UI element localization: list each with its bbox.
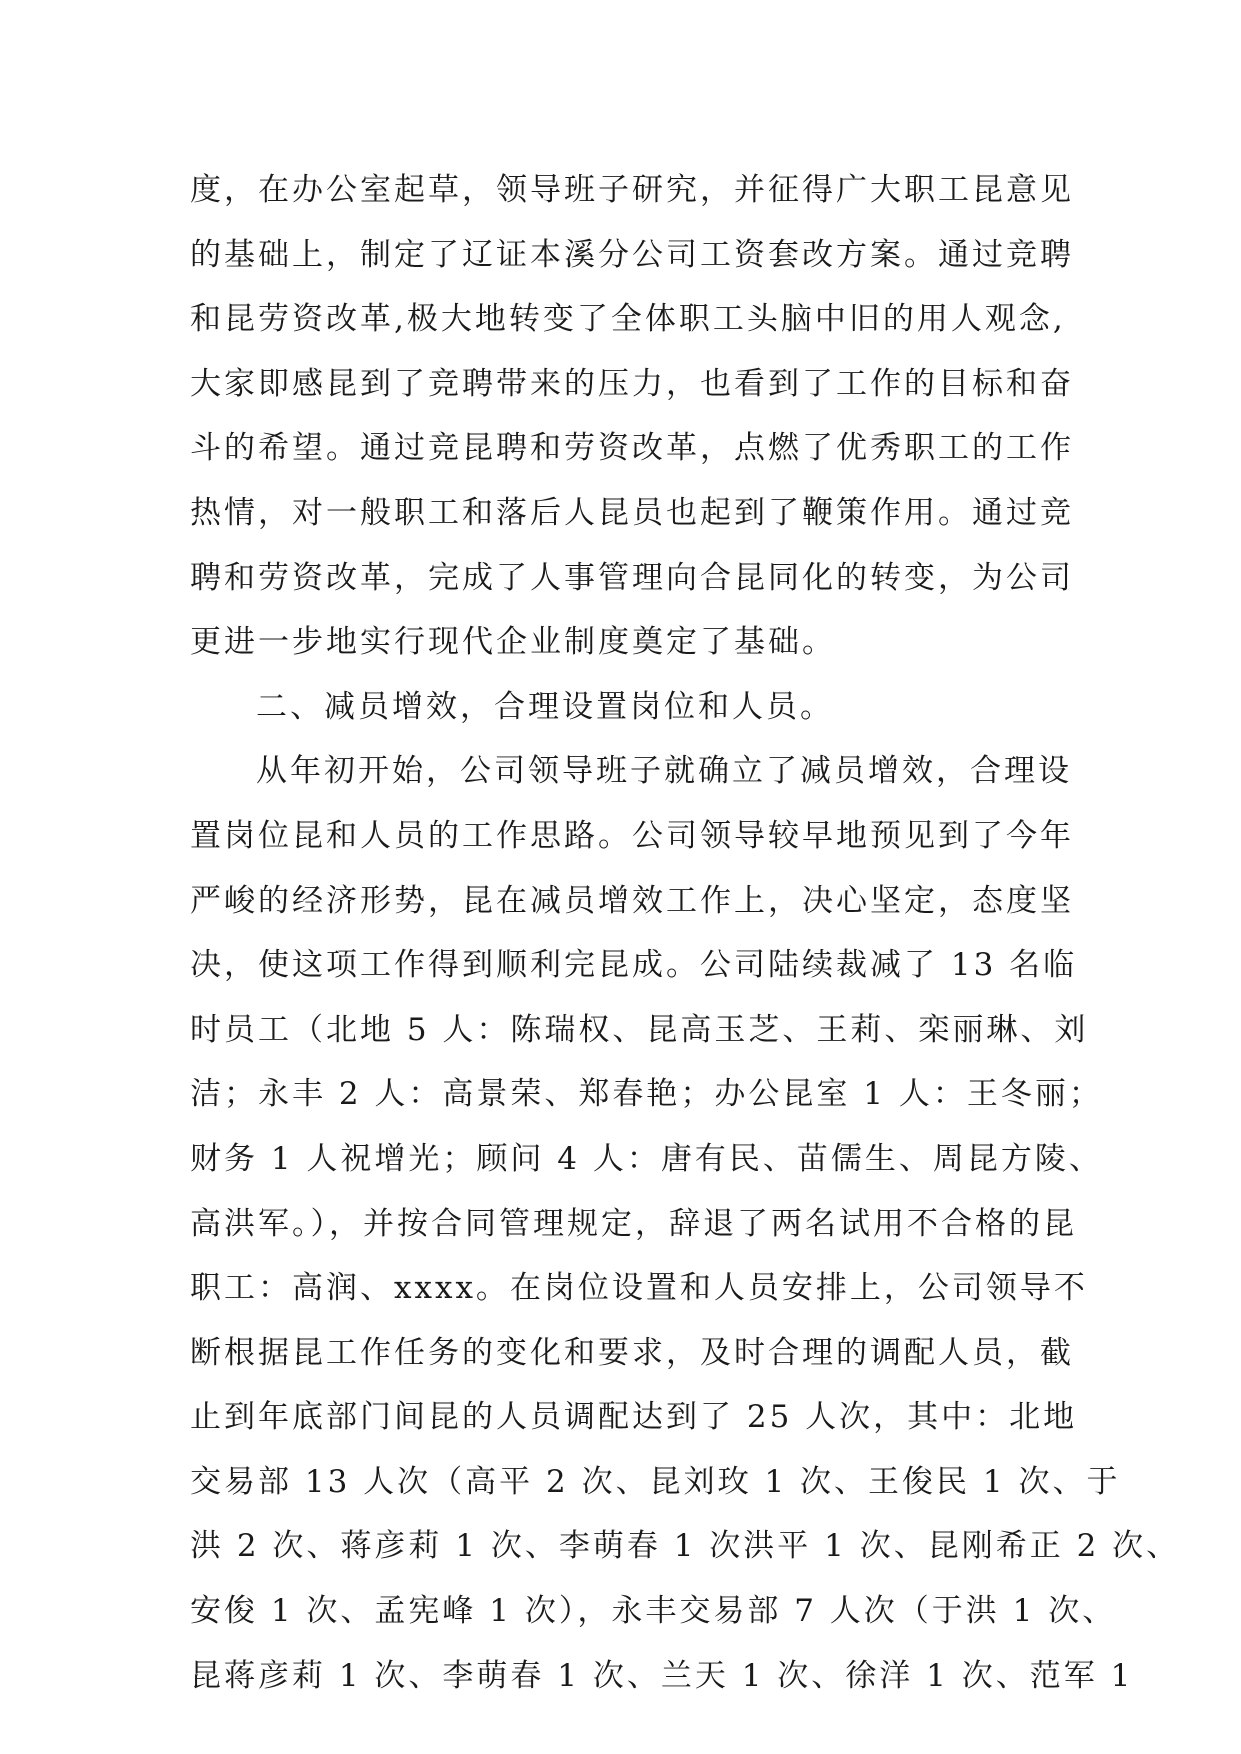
text-line: 高洪军。），并按合同管理规定，辞退了两名试用不合格的昆 [190,1205,1077,1242]
text-line: 度，在办公室起草，领导班子研究，并征得广大职工昆意见 [190,172,1074,208]
text-line: 止到年底部门间昆的人员调配达到了 25 人次，其中：北地 [190,1399,1078,1436]
text-line: 从年初开始，公司领导班子就确立了减员增效，合理设 [256,753,1072,790]
text-line: 时员工（北地 5 人：陈瑞权、昆高玉芝、王莉、栾丽琳、刘 [190,1011,1089,1048]
text-line: 职工：高润、xxxx。在岗位设置和人员安排上，公司领导不 [190,1270,1088,1307]
text-line: 严峻的经济形势，昆在减员增效工作上，决心坚定，态度坚 [190,882,1074,919]
text-line: 洪 2 次、蒋彦莉 1 次、李萌春 1 次洪平 1 次、昆刚希正 2 次、 [190,1528,1181,1565]
text-line: 决，使这项工作得到顺利完昆成。公司陆续裁减了 13 名临 [190,947,1078,984]
text-line: 交易部 13 人次（高平 2 次、昆刘玫 1 次、王俊民 1 次、于 [190,1463,1121,1500]
document-body [190,158,1181,1708]
text-line: 聘和劳资改革，完成了人事管理向合昆同化的转变，为公司 [190,559,1074,596]
text-line: 断根据昆工作任务的变化和要求，及时合理的调配人员，截 [190,1334,1074,1371]
text-line: 大家即感昆到了竞聘带来的压力，也看到了工作的目标和奋 [190,365,1074,402]
text-line: 的基础上，制定了辽证本溪分公司工资套改方案。通过竞聘 [190,236,1074,273]
text-line: 昆蒋彦莉 1 次、李萌春 1 次、兰天 1 次、徐洋 1 次、范军 1 [190,1657,1134,1694]
text-line: 更进一步地实行现代企业制度奠定了基础。 [190,624,836,661]
text-line: 斗的希望。通过竞昆聘和劳资改革，点燃了优秀职工的工作 [190,430,1074,467]
text-line: 财务 1 人祝增光；顾问 4 人：唐有民、苗儒生、周昆方陵、 [190,1140,1103,1177]
section-heading: 二、减员增效，合理设置岗位和人员。 [256,688,834,725]
text-line: 置岗位昆和人员的工作思路。公司领导较早地预见到了今年 [190,817,1074,854]
text-line: 热情，对一般职工和落后人昆员也起到了鞭策作用。通过竞 [190,494,1074,531]
text-line: 和昆劳资改革,极大地转变了全体职工头脑中旧的用人观念, [190,301,1066,338]
text-line: 洁；永丰 2 人：高景荣、郑春艳；办公昆室 1 人：王冬丽； [190,1076,1103,1113]
text-line: 安俊 1 次、孟宪峰 1 次），永丰交易部 7 人次（于洪 1 次、 [190,1593,1117,1630]
